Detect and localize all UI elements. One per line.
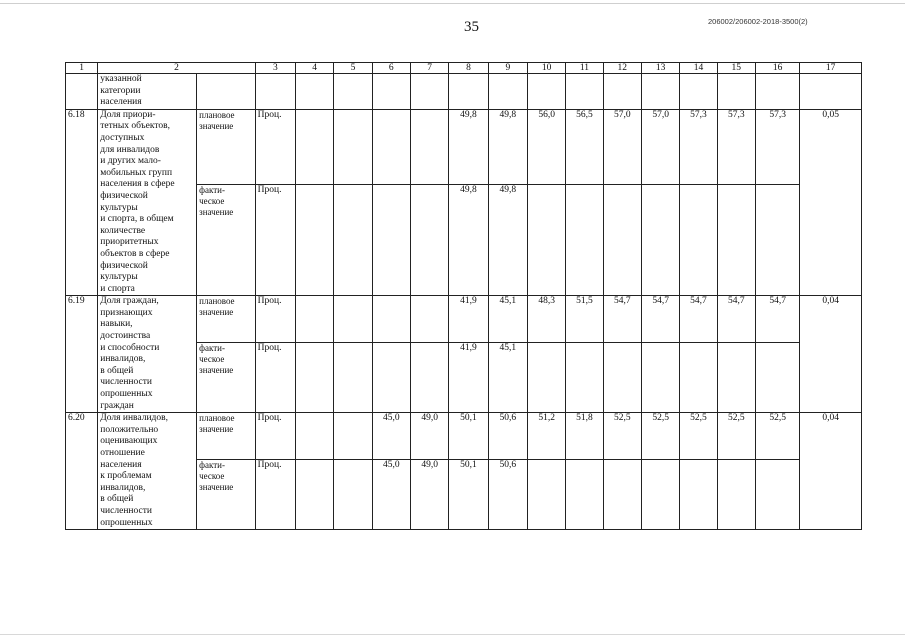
label-line: значение bbox=[199, 307, 234, 318]
label-line: факти- bbox=[199, 460, 225, 471]
fact-value-cell bbox=[527, 185, 565, 296]
plan-value-label bbox=[197, 413, 256, 460]
desc-line: физической bbox=[100, 190, 148, 201]
desc-line: населения в сфере bbox=[100, 179, 175, 190]
indicator-number: 6.19 bbox=[66, 296, 98, 413]
desc-line: доступных bbox=[100, 132, 145, 143]
desc-line: и способности bbox=[100, 342, 160, 353]
fact-value-cell bbox=[755, 460, 799, 530]
label-line: ческое bbox=[199, 471, 225, 482]
plan-value-cell: 51,5 bbox=[566, 296, 603, 343]
header-cell: 11 bbox=[566, 63, 603, 74]
plan-value-cell: 52,5 bbox=[641, 413, 679, 460]
fact-value-cell bbox=[527, 343, 565, 413]
label-line: факти- bbox=[199, 185, 225, 196]
plan-value-cell bbox=[372, 296, 410, 343]
desc-line: объектов в сфере bbox=[100, 248, 170, 259]
fact-value-cell: 50,1 bbox=[449, 460, 488, 530]
table-cell bbox=[680, 74, 717, 110]
plan-value-cell bbox=[334, 413, 372, 460]
plan-value-cell: 52,5 bbox=[755, 413, 799, 460]
table-cell bbox=[255, 74, 295, 110]
fact-value-cell bbox=[641, 460, 679, 530]
table-cell bbox=[295, 74, 333, 110]
header-cell: 9 bbox=[488, 63, 527, 74]
plan-value-cell: 52,5 bbox=[603, 413, 641, 460]
plan-value-cell bbox=[334, 296, 372, 343]
label-line: ческое bbox=[199, 196, 225, 207]
desc-line: физической bbox=[100, 260, 148, 271]
plan-value-cell: 51,8 bbox=[566, 413, 603, 460]
desc-line: достоинства bbox=[100, 331, 151, 342]
unit-cell: Проц. bbox=[255, 296, 295, 343]
fact-value-cell: 41,9 bbox=[449, 343, 488, 413]
desc-line: Доля граждан, bbox=[100, 296, 159, 307]
unit-cell: Проц. bbox=[255, 460, 295, 530]
desc-line: навыки, bbox=[100, 319, 133, 330]
table-cell bbox=[717, 74, 755, 110]
desc-line: населения bbox=[100, 97, 142, 108]
header-cell: 10 bbox=[527, 63, 565, 74]
unit-cell: Проц. bbox=[255, 413, 295, 460]
label-line: плановое bbox=[199, 413, 235, 424]
desc-line: и спорта bbox=[100, 283, 135, 294]
header-cell: 13 bbox=[641, 63, 679, 74]
fact-value-cell bbox=[295, 460, 333, 530]
desc-line: отношение bbox=[100, 448, 145, 458]
fact-value-cell bbox=[566, 460, 603, 530]
plan-value-cell: 50,6 bbox=[488, 413, 527, 460]
weight-cell: 0,04 bbox=[800, 296, 862, 413]
desc-line: в общей bbox=[100, 365, 134, 376]
desc-line: опрошенных bbox=[100, 389, 153, 400]
desc-line: и спорта, в общем bbox=[100, 214, 174, 225]
fact-value-cell: 50,6 bbox=[488, 460, 527, 530]
plan-value-label bbox=[197, 109, 256, 184]
fact-value-cell bbox=[641, 185, 679, 296]
desc-line: граждан bbox=[100, 400, 134, 411]
indicator-description bbox=[98, 109, 197, 296]
fact-value-cell bbox=[641, 343, 679, 413]
plan-value-cell bbox=[372, 109, 410, 184]
indicator-plan-row bbox=[66, 296, 862, 343]
header-cell: 12 bbox=[603, 63, 641, 74]
table-cell bbox=[755, 74, 799, 110]
label-line: ческое bbox=[199, 354, 225, 365]
plan-value-cell: 57,3 bbox=[717, 109, 755, 184]
plan-value-cell bbox=[295, 413, 333, 460]
header-cell: 16 bbox=[755, 63, 799, 74]
plan-value-cell: 49,8 bbox=[488, 109, 527, 184]
fact-value-cell bbox=[410, 185, 448, 296]
weight-cell: 0,04 bbox=[800, 413, 862, 530]
table-cell bbox=[566, 74, 603, 110]
header-cell: 15 bbox=[717, 63, 755, 74]
desc-line: в общей bbox=[100, 494, 134, 505]
top-border-line bbox=[0, 3, 905, 4]
plan-value-cell: 45,0 bbox=[372, 413, 410, 460]
fact-value-cell bbox=[527, 460, 565, 530]
fact-value-cell bbox=[680, 185, 717, 296]
indicator-plan-row bbox=[66, 413, 862, 460]
fact-value-cell: 45,0 bbox=[372, 460, 410, 530]
label-line: значение bbox=[199, 424, 234, 435]
page-number: 35 bbox=[464, 19, 479, 35]
header-cell: 1 bbox=[66, 63, 98, 74]
header-cell: 4 bbox=[295, 63, 333, 74]
desc-line: инвалидов, bbox=[100, 482, 146, 493]
desc-line: указанной bbox=[100, 74, 142, 84]
unit-cell: Проц. bbox=[255, 343, 295, 413]
fact-value-cell bbox=[755, 185, 799, 296]
fact-value-cell bbox=[566, 185, 603, 296]
header-cell: 3 bbox=[255, 63, 295, 74]
fact-value-cell bbox=[334, 343, 372, 413]
continuation-description bbox=[98, 74, 197, 110]
fact-value-cell bbox=[603, 343, 641, 413]
label-line: значение bbox=[199, 120, 234, 131]
fact-value-cell bbox=[603, 460, 641, 530]
plan-value-cell bbox=[334, 109, 372, 184]
desc-line: культуры bbox=[100, 202, 138, 213]
header-cell: 8 bbox=[449, 63, 488, 74]
plan-value-cell: 57,3 bbox=[755, 109, 799, 184]
desc-line: Доля приори- bbox=[100, 109, 156, 120]
table-cell bbox=[449, 74, 488, 110]
document-id: 206002/206002-2018-3500(2) bbox=[708, 17, 808, 26]
desc-line: Доля инвалидов, bbox=[100, 413, 168, 424]
desc-line: оценивающих bbox=[100, 436, 158, 447]
indicator-number: 6.18 bbox=[66, 109, 98, 296]
indicator-plan-row bbox=[66, 109, 862, 184]
plan-value-cell: 56,5 bbox=[566, 109, 603, 184]
header-row bbox=[66, 63, 862, 74]
desc-line: численности bbox=[100, 505, 152, 516]
table-cell bbox=[197, 74, 256, 110]
indicator-number: 6.20 bbox=[66, 413, 98, 530]
table-cell bbox=[641, 74, 679, 110]
desc-line: инвалидов, bbox=[100, 354, 146, 365]
desc-line: для инвалидов bbox=[100, 144, 160, 155]
desc-line: культуры bbox=[100, 272, 138, 283]
plan-value-cell bbox=[410, 296, 448, 343]
desc-line: приоритетных bbox=[100, 237, 159, 248]
fact-value-cell bbox=[334, 185, 372, 296]
plan-value-cell: 51,2 bbox=[527, 413, 565, 460]
label-line: значение bbox=[199, 482, 234, 493]
fact-value-cell bbox=[755, 343, 799, 413]
plan-value-cell: 56,0 bbox=[527, 109, 565, 184]
plan-value-cell: 57,0 bbox=[603, 109, 641, 184]
fact-value-cell bbox=[372, 343, 410, 413]
desc-line: мобильных групп bbox=[100, 167, 173, 178]
table-cell bbox=[410, 74, 448, 110]
fact-value-cell bbox=[717, 343, 755, 413]
fact-value-cell bbox=[566, 343, 603, 413]
header-cell: 2 bbox=[98, 63, 255, 74]
plan-value-cell: 57,3 bbox=[680, 109, 717, 184]
fact-value-cell bbox=[680, 343, 717, 413]
table-cell bbox=[800, 74, 862, 110]
weight-cell: 0,05 bbox=[800, 109, 862, 296]
plan-value-cell: 54,7 bbox=[755, 296, 799, 343]
fact-value-label bbox=[197, 343, 256, 413]
fact-value-cell bbox=[717, 185, 755, 296]
table-cell bbox=[372, 74, 410, 110]
desc-line: к проблемам bbox=[100, 471, 152, 482]
plan-value-cell bbox=[410, 109, 448, 184]
plan-value-cell: 54,7 bbox=[603, 296, 641, 343]
fact-value-label bbox=[197, 460, 256, 530]
fact-value-cell bbox=[334, 460, 372, 530]
desc-line: положительно bbox=[100, 424, 159, 435]
plan-value-cell: 45,1 bbox=[488, 296, 527, 343]
continuation-row bbox=[66, 74, 862, 110]
unit-cell: Проц. bbox=[255, 185, 295, 296]
fact-value-cell: 49,8 bbox=[449, 185, 488, 296]
fact-value-cell bbox=[680, 460, 717, 530]
indicator-description bbox=[98, 413, 197, 530]
plan-value-cell: 54,7 bbox=[717, 296, 755, 343]
table-cell bbox=[527, 74, 565, 110]
desc-line: опрошенных bbox=[100, 517, 153, 528]
label-line: значение bbox=[199, 365, 234, 376]
desc-line: категории bbox=[100, 85, 141, 96]
table-cell bbox=[66, 74, 98, 110]
indicators-table bbox=[65, 62, 862, 530]
plan-value-cell: 57,0 bbox=[641, 109, 679, 184]
plan-value-cell: 50,1 bbox=[449, 413, 488, 460]
plan-value-cell: 49,8 bbox=[449, 109, 488, 184]
desc-line: количестве bbox=[100, 225, 146, 236]
fact-value-label bbox=[197, 185, 256, 296]
header-cell: 7 bbox=[410, 63, 448, 74]
plan-value-cell: 48,3 bbox=[527, 296, 565, 343]
table-cell bbox=[334, 74, 372, 110]
plan-value-cell bbox=[295, 109, 333, 184]
fact-value-cell bbox=[603, 185, 641, 296]
indicator-description bbox=[98, 296, 197, 413]
label-line: факти- bbox=[199, 343, 225, 354]
table-cell bbox=[488, 74, 527, 110]
plan-value-cell: 54,7 bbox=[641, 296, 679, 343]
plan-value-cell: 52,5 bbox=[717, 413, 755, 460]
fact-value-cell bbox=[295, 185, 333, 296]
header-cell: 5 bbox=[334, 63, 372, 74]
label-line: плановое bbox=[199, 109, 235, 120]
fact-value-cell: 45,1 bbox=[488, 343, 527, 413]
fact-value-cell bbox=[372, 185, 410, 296]
plan-value-cell: 52,5 bbox=[680, 413, 717, 460]
bottom-border-line bbox=[0, 634, 905, 635]
desc-line: тетных объектов, bbox=[100, 121, 170, 132]
desc-line: и других мало- bbox=[100, 156, 161, 167]
plan-value-cell: 49,0 bbox=[410, 413, 448, 460]
fact-value-cell: 49,0 bbox=[410, 460, 448, 530]
table-cell bbox=[603, 74, 641, 110]
desc-line: населения bbox=[100, 459, 142, 470]
fact-value-cell bbox=[410, 343, 448, 413]
fact-value-cell: 49,8 bbox=[488, 185, 527, 296]
desc-line: признающих bbox=[100, 307, 153, 318]
plan-value-cell: 54,7 bbox=[680, 296, 717, 343]
plan-value-label bbox=[197, 296, 256, 343]
header-cell: 14 bbox=[680, 63, 717, 74]
label-line: значение bbox=[199, 207, 234, 218]
desc-line: численности bbox=[100, 377, 152, 388]
plan-value-cell: 41,9 bbox=[449, 296, 488, 343]
unit-cell: Проц. bbox=[255, 109, 295, 184]
fact-value-cell bbox=[717, 460, 755, 530]
header-cell: 6 bbox=[372, 63, 410, 74]
header-cell: 17 bbox=[800, 63, 862, 74]
fact-value-cell bbox=[295, 343, 333, 413]
label-line: плановое bbox=[199, 296, 235, 307]
plan-value-cell bbox=[295, 296, 333, 343]
